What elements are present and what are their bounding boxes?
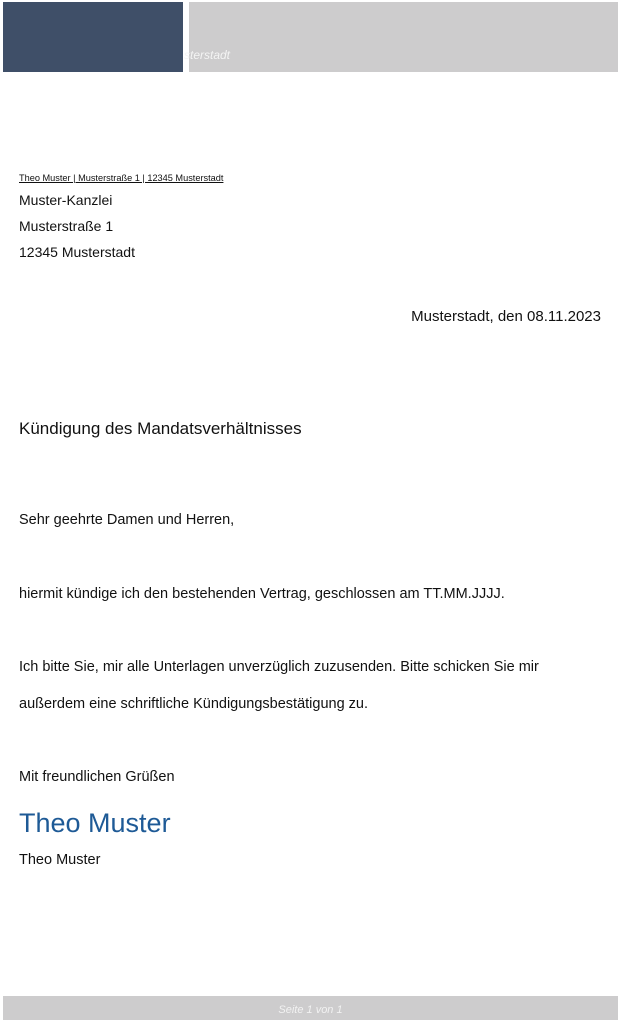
body-paragraph-2-line-1: Ich bitte Sie, mir alle Unterlagen unverzüglich zuzusenden. Bitte schicken Sie mir — [19, 659, 539, 675]
letter-subject: Kündigung des Mandatsverhältnisses — [19, 419, 302, 438]
closing: Mit freundlichen Grüßen — [19, 769, 175, 785]
sender-return-address: Theo Muster | Musterstraße 1 | 12345 Musterstadt — [19, 173, 224, 183]
header-city-text: sterstadt — [184, 48, 231, 62]
header-faint-line — [184, 66, 254, 72]
typed-name: Theo Muster — [19, 852, 101, 868]
page-number: Seite 1 von 1 — [278, 1004, 343, 1016]
header-accent-light — [189, 2, 618, 72]
recipient-name: Muster-Kanzlei — [19, 192, 113, 208]
salutation: Sehr geehrte Damen und Herren, — [19, 512, 235, 528]
recipient-city: 12345 Musterstadt — [19, 244, 135, 260]
header-accent-dark — [3, 2, 183, 72]
body-paragraph-2-line-2: außerdem eine schriftliche Kündigungsbestätigung zu. — [19, 696, 369, 712]
recipient-street: Musterstraße 1 — [19, 218, 114, 234]
letter-date: Musterstadt, den 08.11.2023 — [411, 308, 601, 325]
signature: Theo Muster — [19, 808, 171, 838]
body-paragraph-1: hiermit kündige ich den bestehenden Vertrag, geschlossen am TT.MM.JJJJ. — [19, 586, 505, 602]
footer-bar — [3, 996, 618, 1020]
